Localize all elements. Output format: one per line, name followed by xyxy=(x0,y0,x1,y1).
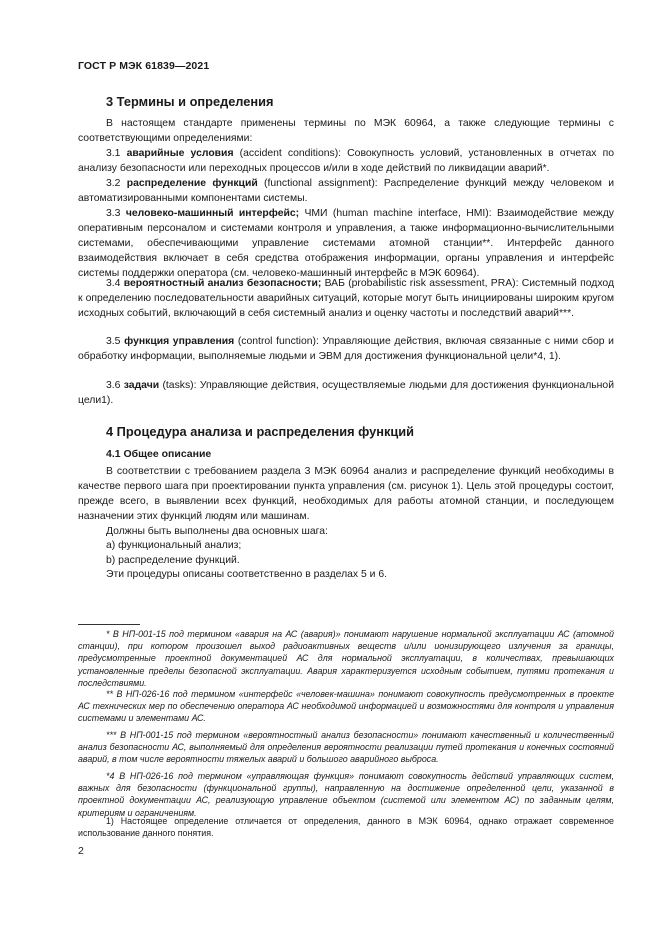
section-4-1-paragraph: В соответствии с требованием раздела 3 МЭК 60964 анализ и распределение функций необходимы в качестве первого шага при проектировании пункта управления (см. рисунок 1). Цель этой процедуры состоит, прежде всего, в выявлении всех функций, необходимых для работы атомной станции, и последующем назначении этих функций людям или машинам. xyxy=(78,466,614,523)
term-number: 3.1 xyxy=(106,148,121,159)
footnote-3: *** В НП-001-15 под термином «вероятностный анализ безопасности» понимают качественный и количественный анализ безопасности АС, выполняемый для определения вероятности реализации путей протекания и конечных состояний аварий, в том числе вероятности тяжелых аварий и большого аварийного выброса. xyxy=(78,730,614,765)
footnote-1: * В НП-001-15 под термином «авария на АС (авария)» понимают нарушение нормальной эксплуатации АС (атомной станции), при котором произошел выход радиоактивных веществ и/или ионизирующего излучения за границы, предусмотренные проектной документацией АС для нормальной эксплуатации, в количествах, превышающих установленные пределы безопасной эксплуатации. Авария характеризуется исходным событием, путями протекания и последствиями. xyxy=(78,629,614,688)
footnote-divider xyxy=(78,624,140,625)
section-3-intro: В настоящем стандарте применены термины по МЭК 60964, а также следующие термины с соответствующими определениями: xyxy=(78,118,614,145)
term-number: 3.3 xyxy=(106,208,121,219)
term-number: 3.5 xyxy=(106,336,121,347)
term-3-3 xyxy=(78,206,614,281)
term-definition: ВАБ (probabilistic risk assessment, PRA): Системный подход к определению последовательности аварийных ситуаций, которые могут быть инициированы широким кругом исходных событий, включающий в себя системный анализ и оценку частоты и последствий аварий***. xyxy=(78,278,615,320)
term-name: задачи xyxy=(123,380,160,391)
term-name: аварийные условия xyxy=(126,148,234,159)
footnote-2: ** В НП-026-16 под термином «интерфейс «человек-машина» понимают совокупность предусмотренных в проекте АС технических мер по обеспечению оператора АС необходимой информацией и возможностями для контроля и управления системами и элементами АС. xyxy=(78,689,614,724)
term-definition: (accident conditions): Совокупность условий, установленных в отчетах по анализу безопасности или переходных процессов и/или в ходе действий по ликвидации аварий*. xyxy=(78,148,614,175)
subsection-4-1-title: 4.1 Общее описание xyxy=(106,448,212,460)
steps-intro: Должны быть выполнены два основных шага: xyxy=(106,526,328,537)
term-number: 3.6 xyxy=(106,380,121,391)
term-3-2 xyxy=(78,176,614,206)
step-item-a: a) функциональный анализ; xyxy=(106,540,242,551)
term-3-1 xyxy=(78,146,614,176)
section-3-title: 3 Термины и определения xyxy=(106,94,274,109)
term-3-5 xyxy=(78,334,614,364)
footnote-5: 1) Настоящее определение отличается от определения, данного в МЭК 60964, однако отражает современное использование данного понятия. xyxy=(78,816,614,839)
footnote-4: *4 В НП-026-16 под термином «управляющая функция» понимают совокупность действий управляющих систем, важных для безопасности (функциональной группы), направленную на достижение определенной цели, указанной в проектной документации АС, реализующую управление объектом (системой или элементом АС) по заданным целям, критериям и ограничениям. xyxy=(78,771,614,818)
term-name: человеко-машинный интерфейс; xyxy=(125,208,300,219)
page-number: 2 xyxy=(78,845,84,857)
term-name: функция управления xyxy=(124,336,235,347)
term-definition: ЧМИ (human machine interface, HMI): Взаимодействие между оперативным персоналом и системами контроля и управления, а также информационно-вычислительными системами, обеспечивающими управление системами атомной станции**. Интерфейс данного взаимодействия включает в себя средства отображения информации, органы управления и интерфейс системы поддержки оператора (см. человеко-машинный интерфейс в МЭК 60964). xyxy=(78,208,614,280)
term-3-4 xyxy=(78,276,614,321)
term-definition: (control function): Управляющие действия, включая связанные с ними сбор и обработку информации, выполняемые людьми и ЭВМ для достижения функциональной цели*4, 1). xyxy=(78,336,614,363)
term-number: 3.2 xyxy=(106,178,121,189)
procedures-note: Эти процедуры описаны соответственно в разделах 5 и 6. xyxy=(106,569,388,580)
step-item-b: b) распределение функций. xyxy=(106,555,240,566)
term-definition: (tasks): Управляющие действия, осуществляемые людьми для достижения функциональной цели1). xyxy=(78,380,614,407)
section-4-title: 4 Процедура анализа и распределения функций xyxy=(106,424,414,439)
standard-header: ГОСТ Р МЭК 61839—2021 xyxy=(78,60,210,72)
term-definition: (functional assignment): Распределение функций между человеком и автоматизированными компонентами системы. xyxy=(78,178,614,205)
term-3-6 xyxy=(78,378,614,408)
term-name: вероятностный анализ безопасности; xyxy=(123,278,322,289)
term-number: 3.4 xyxy=(106,278,121,289)
term-name: распределение функций xyxy=(126,178,258,189)
